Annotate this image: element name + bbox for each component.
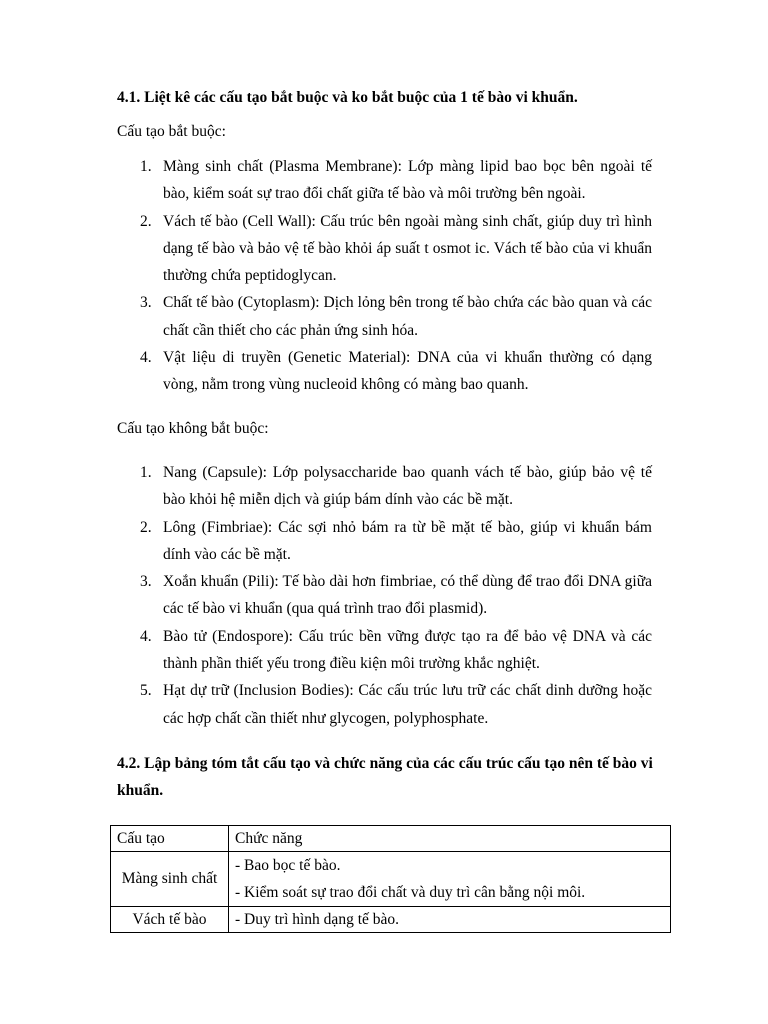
list-item-number: 2. bbox=[140, 518, 152, 536]
list-item-number: 1. bbox=[140, 464, 152, 481]
header-structure: Cấu tạo bbox=[111, 826, 229, 852]
list-item bbox=[140, 344, 652, 399]
list-item-number: 3. bbox=[140, 573, 152, 591]
list-item-text: Màng sinh chất (Plasma Membrane): Lớp màng lipid bao bọc bên ngoài tế bào, kiểm soát sự trao đổi chất giữa tế bào và môi trường bên ngoài. bbox=[163, 158, 652, 203]
structure-cell: Màng sinh chất bbox=[111, 852, 229, 907]
list-item-number: 3. bbox=[140, 294, 152, 312]
list-item-text: Chất tế bào (Cytoplasm): Dịch lỏng bên trong tế bào chứa các bào quan và các chất cần thiết cho các phản ứng sinh hóa. bbox=[163, 294, 652, 339]
list-item bbox=[140, 623, 652, 678]
mandatory-structures-label: Cấu tạo bắt buộc: bbox=[117, 123, 226, 140]
list-item bbox=[140, 677, 652, 732]
section-4-2-heading: 4.2. Lập bảng tóm tắt cấu tạo và chức năng của các cấu trúc cấu tạo nên tế bào vi khuẩn. bbox=[117, 755, 653, 799]
list-item bbox=[140, 208, 652, 290]
function-line: - Bao bọc tế bào. bbox=[235, 857, 341, 874]
list-item-text: Xoắn khuẩn (Pili): Tế bào dài hơn fimbriae, có thể dùng để trao đổi DNA giữa các tế bào vi khuẩn (qua quá trình trao đổi plasmid). bbox=[163, 573, 652, 618]
table-row bbox=[111, 907, 671, 933]
list-item bbox=[140, 514, 652, 569]
list-item-text: Bào tử (Endospore): Cấu trúc bền vững được tạo ra để bảo vệ DNA và các thành phần thiết yếu trong điều kiện môi trường khắc nghiệt. bbox=[163, 627, 652, 673]
function-line: - Duy trì hình dạng tế bào. bbox=[235, 911, 400, 928]
list-item bbox=[140, 153, 652, 208]
list-item-text: Vách tế bào (Cell Wall): Cấu trúc bên ngoài màng sinh chất, giúp duy trì hình dạng tế bào và bảo vệ tế bào khỏi áp suất t osmot ic. Vách tế bào của vi khuẩn thường chứa peptidoglycan. bbox=[163, 212, 652, 285]
optional-structures-list bbox=[140, 459, 652, 732]
list-item-text: Hạt dự trữ (Inclusion Bodies): Các cấu trúc lưu trữ các chất dinh dưỡng hoặc các hợp chất cần thiết như glycogen, polyphosphate. bbox=[163, 682, 652, 727]
structure-cell: Vách tế bào bbox=[111, 907, 229, 933]
list-item-number: 1. bbox=[140, 158, 152, 175]
list-item-text: Nang (Capsule): Lớp polysaccharide bao quanh vách tế bào, giúp bảo vệ tế bào khỏi hệ miễn dịch và giúp bám dính vào các bề mặt. bbox=[163, 464, 652, 509]
list-item bbox=[140, 289, 652, 344]
structure-function-table bbox=[110, 825, 671, 933]
function-line: - Kiểm soát sự trao đổi chất và duy trì cân bằng nội môi. bbox=[235, 884, 586, 901]
header-function: Chức năng bbox=[229, 826, 671, 852]
mandatory-structures-list bbox=[140, 153, 652, 399]
list-item-text: Lông (Fimbriae): Các sợi nhỏ bám ra từ bề mặt tế bào, giúp vi khuẩn bám dính vào các bề mặt. bbox=[163, 518, 652, 563]
list-item-number: 4. bbox=[140, 349, 152, 367]
optional-structures-label: Cấu tạo không bắt buộc: bbox=[117, 420, 269, 437]
table-row bbox=[111, 852, 671, 907]
section-4-1-heading: 4.1. Liệt kê các cấu tạo bắt buộc và ko bắt buộc của 1 tế bào vi khuẩn. bbox=[117, 89, 578, 106]
table-header-row bbox=[111, 826, 671, 852]
list-item-number: 5. bbox=[140, 682, 152, 700]
list-item-number: 4. bbox=[140, 627, 152, 645]
function-cell bbox=[229, 852, 671, 907]
list-item bbox=[140, 568, 652, 623]
list-item-text: Vật liệu di truyền (Genetic Material): DNA của vi khuẩn thường có dạng vòng, nằm trong vùng nucleoid không có màng bao quanh. bbox=[163, 349, 652, 394]
list-item-number: 2. bbox=[140, 212, 152, 230]
list-item bbox=[140, 459, 652, 514]
function-cell bbox=[229, 907, 671, 933]
